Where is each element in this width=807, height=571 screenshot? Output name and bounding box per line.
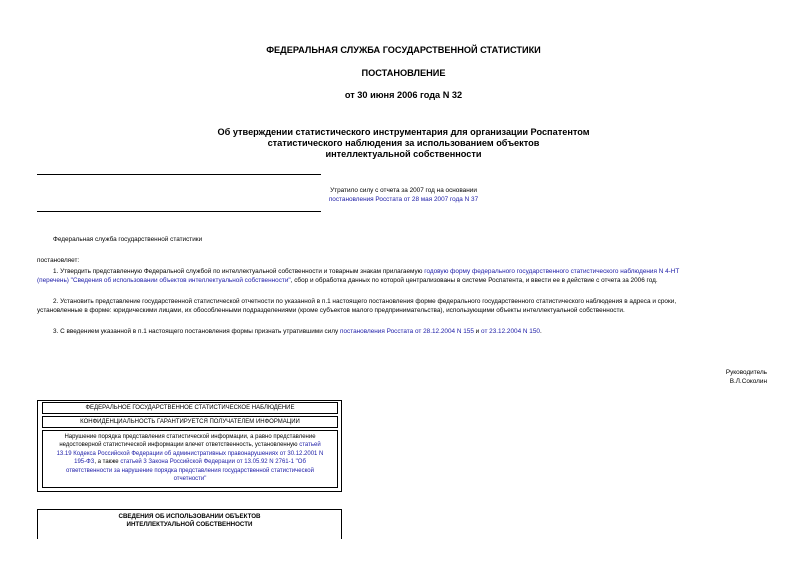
resolves-text: постановляет: <box>37 257 80 264</box>
doc-title-line-3: интеллектуальной собственности <box>325 149 482 159</box>
warning-link-koap[interactable]: 13.19 Кодекса Российской Федерации об административных правонарушениях от 30.12.2001 N <box>56 450 324 457</box>
item-1-text: 1. Утвердить представленную Федеральной службой по интеллектуальной собственности и товарным знакам прилагаемую <box>53 268 425 275</box>
form-title-line-2: ИНТЕЛЛЕКТУАЛЬНОЙ СОБСТВЕННОСТИ <box>126 521 253 529</box>
status-note-text: Утратило силу с отчета за 2007 год на основании <box>330 187 477 194</box>
warning-line-4: , а также <box>94 459 121 466</box>
doc-title-line-1: Об утверждении статистического инструментария для организации Роспатентом <box>217 127 590 137</box>
status-note-link[interactable]: постановления Росстата от 28 мая 2007 года N 37 <box>328 196 479 203</box>
form-title-box <box>37 509 342 539</box>
confidentiality-box: КОНФИДЕНЦИАЛЬНОСТЬ ГАРАНТИРУЕТСЯ ПОЛУЧАТЕЛЕМ ИНФОРМАЦИИ <box>42 416 338 428</box>
item-3-link-a[interactable]: постановления Росстата от 28.12.2004 N 155 <box>340 328 474 335</box>
doc-title <box>0 127 807 160</box>
doc-title-line-2: статистического наблюдения за использованием объектов <box>267 138 540 148</box>
item-3-link-b[interactable]: от 23.12.2004 N 150 <box>481 328 540 335</box>
signature-role: Руководитель <box>725 369 767 376</box>
agency-heading: ФЕДЕРАЛЬНАЯ СЛУЖБА ГОСУДАРСТВЕННОЙ СТАТИСТИКИ <box>266 45 541 55</box>
warning-line-2: недостоверной статистической информации влечет ответственность, установленную <box>59 442 300 449</box>
warning-link-law-cont[interactable]: ответственности за нарушение порядка представления государственной статистической <box>66 467 314 474</box>
warning-link-article[interactable]: статьей <box>299 442 321 449</box>
item-3 <box>53 327 542 336</box>
doc-type-heading: ПОСТАНОВЛЕНИЕ <box>361 68 446 78</box>
warning-link-law[interactable]: статьей 3 Закона Российской Федерации от 13.05.92 N 2761-1 "Об <box>120 459 306 466</box>
item-2-line-1: 2. Установить представление государственной статистической отчетности по указанной в п.1 настоящего постановления форме федерального государственного статистического наблюдения в адреса и сроки, <box>53 298 677 305</box>
warning-link-law-end[interactable]: отчетности" <box>173 476 207 483</box>
warning-link-195fz[interactable]: 195-ФЗ <box>74 459 95 466</box>
item-3-and: и <box>473 328 482 335</box>
item-3-dot: . <box>539 328 542 335</box>
warning-line-1: Нарушение порядка представления статистической информации, а равно представление <box>64 434 316 440</box>
signature-name: В.Л.Соколин <box>729 378 767 385</box>
item-1-form-link-cont[interactable]: (перечень) "Сведения об использовании объектов интеллектуальной собственности" <box>37 277 291 284</box>
item-1 <box>37 267 777 285</box>
item-2-line-2: установленные в форме: юридическими лицами, их обособленными подразделениями (кроме субъектов малого предпринимательства), использующими объекты интеллектуальной собственности. <box>37 307 625 314</box>
signature <box>726 368 767 386</box>
form-title-line-1: СВЕДЕНИЯ ОБ ИСПОЛЬЗОВАНИИ ОБЪЕКТОВ <box>118 513 261 520</box>
item-2 <box>37 297 777 315</box>
item-1-text-end: , сбор и обработка данных по которой централизованы в системе Роспатента, и ввести ее в действие с отчета за 2006 год. <box>290 277 658 284</box>
observation-box: ФЕДЕРАЛЬНОЕ ГОСУДАРСТВЕННОЕ СТАТИСТИЧЕСКОЕ НАБЛЮДЕНИЕ <box>42 402 338 414</box>
doc-date: от 30 июня 2006 года N 32 <box>344 90 463 100</box>
divider-top <box>37 174 321 175</box>
item-3-text: 3. С введением указанной в п.1 настоящего постановления формы признать утратившими силу <box>53 328 341 335</box>
status-note <box>0 186 807 204</box>
item-1-form-link[interactable]: годовую форму федерального государственного статистического наблюдения N 4-НТ <box>424 268 680 275</box>
intro-text: Федеральная служба государственной статистики <box>53 236 203 243</box>
warning-box <box>42 430 338 488</box>
divider-bottom <box>37 211 321 212</box>
